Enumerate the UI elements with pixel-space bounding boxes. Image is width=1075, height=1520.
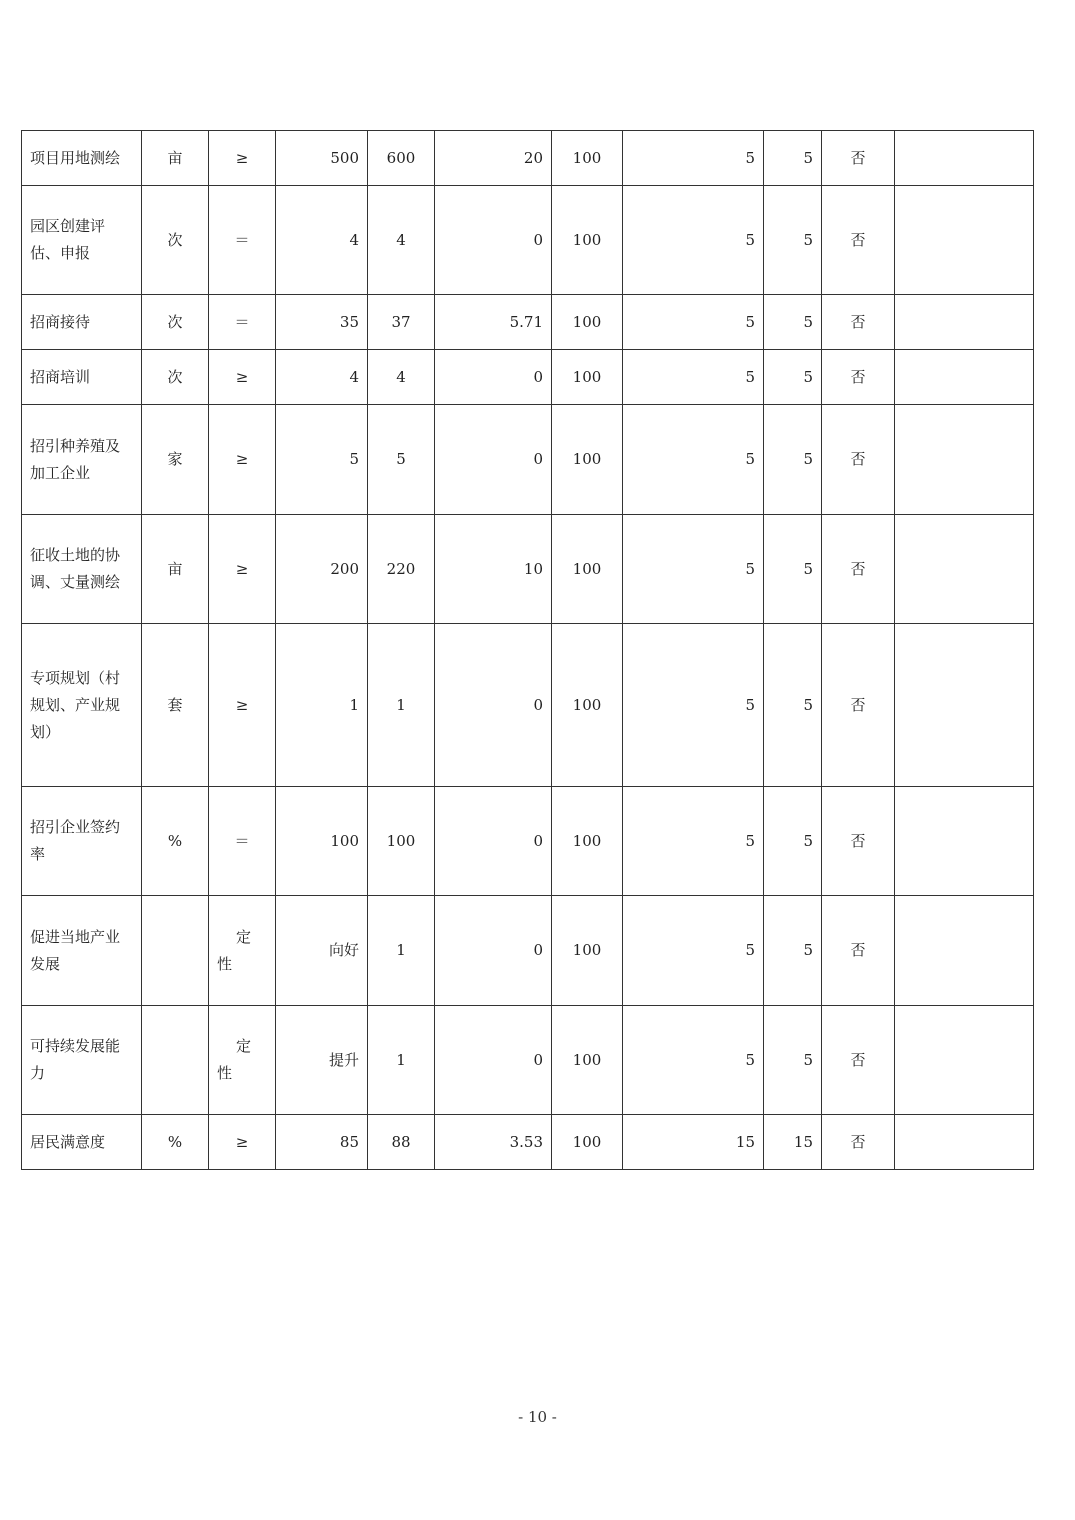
score-value: 5 <box>764 131 822 186</box>
table-row <box>22 787 1034 896</box>
target-value: 4 <box>276 350 368 405</box>
flag-value: 否 <box>822 515 895 624</box>
weight-value: 15 <box>623 1115 764 1170</box>
operator-cell: ≥ <box>209 405 276 515</box>
score-value: 5 <box>764 515 822 624</box>
score-value: 5 <box>764 787 822 896</box>
unit-cell: % <box>142 1115 209 1170</box>
score-value: 5 <box>764 295 822 350</box>
remark-cell <box>895 186 1034 295</box>
deviation-value: 0 <box>435 787 552 896</box>
remark-cell <box>895 787 1034 896</box>
flag-value: 否 <box>822 1115 895 1170</box>
operator-cell: ≥ <box>209 1115 276 1170</box>
target-value: 提升 <box>276 1006 368 1115</box>
weight-value: 5 <box>623 1006 764 1115</box>
target-value: 100 <box>276 787 368 896</box>
unit-cell: 次 <box>142 186 209 295</box>
deviation-value: 0 <box>435 896 552 1006</box>
remark-cell <box>895 1115 1034 1170</box>
weight-value: 5 <box>623 295 764 350</box>
target-value: 200 <box>276 515 368 624</box>
completion-value: 100 <box>552 295 623 350</box>
weight-value: 5 <box>623 131 764 186</box>
deviation-value: 5.71 <box>435 295 552 350</box>
deviation-value: 10 <box>435 515 552 624</box>
indicator-name: 促进当地产业发展 <box>22 896 142 1006</box>
score-value: 5 <box>764 186 822 295</box>
flag-value: 否 <box>822 131 895 186</box>
operator-line-1: 定 <box>235 927 251 946</box>
remark-cell <box>895 624 1034 787</box>
remark-cell <box>895 1006 1034 1115</box>
table-row <box>22 186 1034 295</box>
weight-value: 5 <box>623 787 764 896</box>
operator-line-1: 定 <box>235 1037 251 1055</box>
performance-indicator-table <box>21 130 1034 1170</box>
operator-cell: ≥ <box>209 515 276 624</box>
score-value: 5 <box>764 405 822 515</box>
score-value: 5 <box>764 624 822 787</box>
flag-value: 否 <box>822 624 895 787</box>
actual-value: 1 <box>368 896 435 1006</box>
table-row <box>22 624 1034 787</box>
operator-line-2: 性 <box>217 1064 233 1082</box>
deviation-value: 0 <box>435 350 552 405</box>
table-row <box>22 405 1034 515</box>
completion-value: 100 <box>552 787 623 896</box>
unit-cell: 套 <box>142 624 209 787</box>
actual-value: 5 <box>368 405 435 515</box>
actual-value: 88 <box>368 1115 435 1170</box>
table-row <box>22 1006 1034 1115</box>
indicator-name: 招引种养殖及加工企业 <box>22 405 142 515</box>
operator-cell <box>209 1006 276 1115</box>
completion-value: 100 <box>552 624 623 787</box>
weight-value: 5 <box>623 624 764 787</box>
flag-value: 否 <box>822 186 895 295</box>
table-row <box>22 131 1034 186</box>
table-row <box>22 1115 1034 1170</box>
operator-cell: ＝ <box>209 295 276 350</box>
actual-value: 37 <box>368 295 435 350</box>
unit-cell: 亩 <box>142 515 209 624</box>
remark-cell <box>895 131 1034 186</box>
operator-cell: ＝ <box>209 186 276 295</box>
actual-value: 1 <box>368 1006 435 1115</box>
operator-cell: ＝ <box>209 787 276 896</box>
actual-value: 4 <box>368 350 435 405</box>
target-value: 500 <box>276 131 368 186</box>
operator-cell: ≥ <box>209 624 276 787</box>
remark-cell <box>895 350 1034 405</box>
actual-value: 220 <box>368 515 435 624</box>
weight-value: 5 <box>623 186 764 295</box>
actual-value: 4 <box>368 186 435 295</box>
completion-value: 100 <box>552 515 623 624</box>
target-value: 4 <box>276 186 368 295</box>
completion-value: 100 <box>552 405 623 515</box>
target-value: 1 <box>276 624 368 787</box>
indicator-name: 征收土地的协调、丈量测绘 <box>22 515 142 624</box>
unit-cell: 家 <box>142 405 209 515</box>
completion-value: 100 <box>552 1115 623 1170</box>
flag-value: 否 <box>822 787 895 896</box>
completion-value: 100 <box>552 131 623 186</box>
actual-value: 100 <box>368 787 435 896</box>
completion-value: 100 <box>552 896 623 1006</box>
flag-value: 否 <box>822 405 895 515</box>
operator-cell <box>209 896 276 1006</box>
target-value: 向好 <box>276 896 368 1006</box>
target-value: 35 <box>276 295 368 350</box>
unit-cell: 亩 <box>142 131 209 186</box>
remark-cell <box>895 896 1034 1006</box>
indicator-name: 可持续发展能力 <box>22 1006 142 1115</box>
remark-cell <box>895 295 1034 350</box>
table-row <box>22 515 1034 624</box>
operator-line-2: 性 <box>217 954 233 973</box>
deviation-value: 20 <box>435 131 552 186</box>
page-number: - 10 - <box>518 1408 557 1426</box>
table-row <box>22 350 1034 405</box>
indicator-name: 专项规划（村规划、产业规划） <box>22 624 142 787</box>
indicator-name: 招商接待 <box>22 295 142 350</box>
flag-value: 否 <box>822 295 895 350</box>
target-value: 5 <box>276 405 368 515</box>
score-value: 5 <box>764 896 822 1006</box>
flag-value: 否 <box>822 350 895 405</box>
flag-value: 否 <box>822 1006 895 1115</box>
operator-cell: ≥ <box>209 131 276 186</box>
indicator-name: 项目用地测绘 <box>22 131 142 186</box>
unit-cell: 次 <box>142 350 209 405</box>
score-value: 15 <box>764 1115 822 1170</box>
indicator-name: 园区创建评估、申报 <box>22 186 142 295</box>
actual-value: 1 <box>368 624 435 787</box>
unit-cell <box>142 896 209 1006</box>
operator-cell: ≥ <box>209 350 276 405</box>
weight-value: 5 <box>623 350 764 405</box>
score-value: 5 <box>764 1006 822 1115</box>
remark-cell <box>895 405 1034 515</box>
deviation-value: 0 <box>435 624 552 787</box>
indicator-name: 招引企业签约率 <box>22 787 142 896</box>
indicator-name: 招商培训 <box>22 350 142 405</box>
remark-cell <box>895 515 1034 624</box>
actual-value: 600 <box>368 131 435 186</box>
flag-value: 否 <box>822 896 895 1006</box>
completion-value: 100 <box>552 350 623 405</box>
indicator-name: 居民满意度 <box>22 1115 142 1170</box>
deviation-value: 0 <box>435 1006 552 1115</box>
target-value: 85 <box>276 1115 368 1170</box>
unit-cell: 次 <box>142 295 209 350</box>
weight-value: 5 <box>623 896 764 1006</box>
completion-value: 100 <box>552 1006 623 1115</box>
table-row <box>22 295 1034 350</box>
deviation-value: 3.53 <box>435 1115 552 1170</box>
deviation-value: 0 <box>435 405 552 515</box>
weight-value: 5 <box>623 515 764 624</box>
table-row <box>22 896 1034 1006</box>
unit-cell: % <box>142 787 209 896</box>
completion-value: 100 <box>552 186 623 295</box>
score-value: 5 <box>764 350 822 405</box>
weight-value: 5 <box>623 405 764 515</box>
deviation-value: 0 <box>435 186 552 295</box>
unit-cell <box>142 1006 209 1115</box>
